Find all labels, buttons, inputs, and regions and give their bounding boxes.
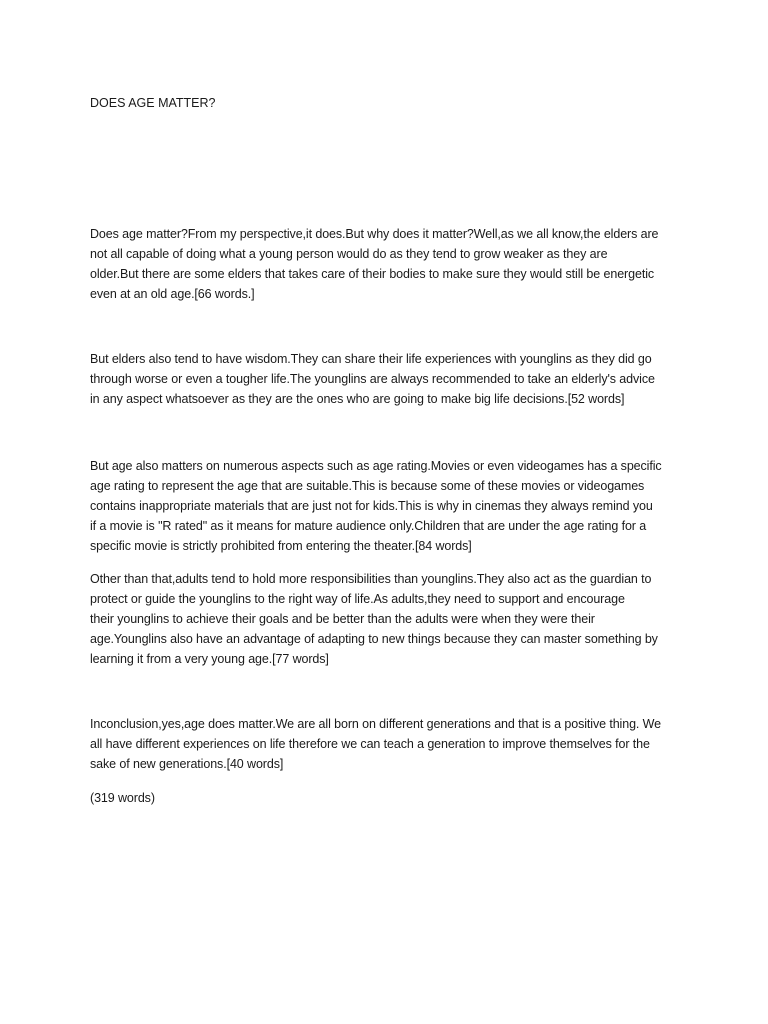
paragraph-line: sake of new generations.[40 words]	[90, 757, 284, 771]
paragraph-line: older.But there are some elders that takes care of their bodies to make sure they would still be energetic	[90, 267, 655, 281]
paragraph-line: their younglins to achieve their goals and be better than the adults were when they were their	[90, 612, 595, 626]
paragraph-line: Does age matter?From my perspective,it does.But why does it matter?Well,as we all know,the elders are	[90, 227, 659, 241]
document-title: DOES AGE MATTER?	[90, 96, 216, 110]
paragraph-intro	[90, 224, 682, 304]
paragraph-line: But age also matters on numerous aspects such as age rating.Movies or even videogames has a specific	[90, 459, 662, 473]
paragraph-line: through worse or even a tougher life.The younglins are always recommended to take an elderly's advice	[90, 372, 655, 386]
word-count	[90, 788, 682, 808]
paragraph-line: not all capable of doing what a young person would do as they tend to grow weaker as they are	[90, 247, 608, 261]
paragraph-line: learning it from a very young age.[77 words]	[90, 652, 329, 666]
paragraph-conclusion	[90, 714, 682, 774]
paragraph-line: Other than that,adults tend to hold more responsibilities than younglins.They also act as the guardian to	[90, 572, 652, 586]
paragraph-line: protect or guide the younglins to the right way of life.As adults,they need to support and encourage	[90, 592, 625, 606]
paragraph-line: contains inappropriate materials that are just not for kids.This is why in cinemas they always remind you	[90, 499, 653, 513]
paragraph-age-rating	[90, 456, 682, 556]
paragraph-line: in any aspect whatsoever as they are the ones who are going to make big life decisions.[52 words]	[90, 392, 625, 406]
paragraph-line: But elders also tend to have wisdom.They can share their life experiences with younglins as they did go	[90, 352, 652, 366]
paragraph-line: if a movie is "R rated" as it means for mature audience only.Children that are under the age rating for a	[90, 519, 647, 533]
paragraph-line: age.Younglins also have an advantage of adapting to new things because they can master something by	[90, 632, 658, 646]
word-count-text: (319 words)	[90, 791, 155, 805]
paragraph-line: specific movie is strictly prohibited from entering the theater.[84 words]	[90, 539, 472, 553]
paragraph-line: Inconclusion,yes,age does matter.We are all born on different generations and that is a positive thing. We	[90, 717, 662, 731]
paragraph-line: age rating to represent the age that are suitable.This is because some of these movies or videogames	[90, 479, 645, 493]
paragraph-line: all have different experiences on life therefore we can teach a generation to improve themselves for the	[90, 737, 650, 751]
paragraph-line: even at an old age.[66 words.]	[90, 287, 255, 301]
paragraph-wisdom	[90, 349, 682, 409]
paragraph-responsibilities	[90, 569, 682, 669]
